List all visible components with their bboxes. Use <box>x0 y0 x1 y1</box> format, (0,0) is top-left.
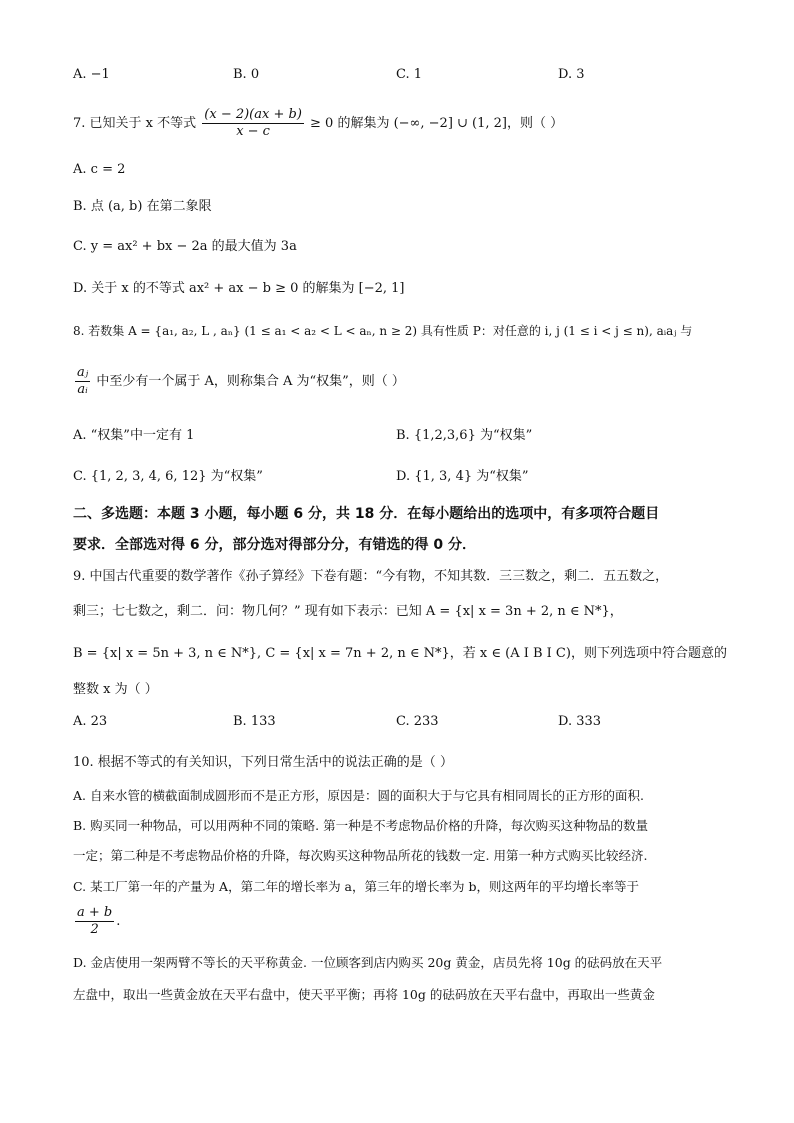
q6-option-c: C. 1 <box>396 67 423 82</box>
q8-line2-text: 中至少有一个属于 A，则称集合 A 为“权集”，则（ ） <box>96 374 405 389</box>
q6-option-b: B. 0 <box>233 67 260 82</box>
q7-option-a: A. c = 2 <box>73 162 126 177</box>
q9-option-c: C. 233 <box>396 714 439 729</box>
q8-fraction-numerator: aⱼ <box>77 365 89 380</box>
section2-heading-line1: 二、多选题：本题 3 小题，每小题 6 分，共 18 分．在每小题给出的选项中，有多项符合题目 <box>73 506 660 522</box>
q7-option-b: B. 点 (a, b) 在第二象限 <box>73 199 212 214</box>
q10-option-b-line2: 一定；第二种是不考虑物品价格的升降，每次购买这种物品所花的钱数一定. 用第一种方式购买比较经济. <box>73 848 648 863</box>
q8-option-b: B. {1,2,3,6} 为“权集” <box>396 428 533 443</box>
q6-option-d: D. 3 <box>558 67 585 82</box>
q9-option-b: B. 133 <box>233 714 276 729</box>
q7-prefix: 7. 已知关于 x 不等式 <box>73 116 197 131</box>
q10-c-fraction <box>75 905 114 938</box>
q10-stem: 10. 根据不等式的有关知识，下列日常生活中的说法正确的是（ ） <box>73 755 453 770</box>
q10-c-period: . <box>116 914 121 929</box>
q9-line1: 9. 中国古代重要的数学著作《孙子算经》下卷有题：“今有物，不知其数．三三数之，剩二．五五数之， <box>73 569 669 584</box>
q10-option-b-line1: B. 购买同一种物品，可以用两种不同的策略. 第一种是不考虑物品价格的升降，每次购买这种物品的数量 <box>73 818 649 833</box>
q10-option-c-line1: C. 某工厂第一年的产量为 A，第二年的增长率为 a，第三年的增长率为 b，则这两年的平均增长率等于 <box>73 879 639 894</box>
q8-fraction <box>75 365 90 398</box>
section2-heading-line2: 要求．全部选对得 6 分，部分选对得部分分，有错选的得 0 分． <box>73 537 476 553</box>
q9-line4: 整数 x 为（ ） <box>73 682 158 697</box>
q8-line1: 8. 若数集 A = {a₁, a₂, L , aₙ} (1 ≤ a₁ < a₂ < L < aₙ, n ≥ 2) 具有性质 P：对任意的 i, j (1 ≤ i < j ≤ n), aᵢaⱼ 与 <box>73 324 693 338</box>
q10-option-d-line2: 左盘中，取出一些黄金放在天平右盘中，使天平平衡；再将 10g 的砝码放在天平右盘中，再取出一些黄金 <box>73 987 655 1002</box>
q9-line3: B = {x| x = 5n + 3, n ∈ N*}, C = {x| x = 7n + 2, n ∈ N*}，若 x ∈ (A I B I C)，则下列选项中符合题意的 <box>73 646 727 661</box>
q7-option-c: C. y = ax² + bx − 2a 的最大值为 3a <box>73 239 297 254</box>
q7-stem <box>73 106 724 142</box>
q10-option-d-line1: D. 金店使用一架两臂不等长的天平称黄金. 一位顾客到店内购买 20g 黄金，店员先将 10g 的砝码放在天平 <box>73 955 663 970</box>
q7-fraction <box>202 107 304 140</box>
q10-option-a: A. 自来水管的横截面制成圆形而不是正方形，原因是：圆的面积大于与它具有相同周长的正方形的面积. <box>73 788 644 803</box>
q7-fraction-numerator: (x − 2)(ax + b) <box>204 107 302 122</box>
q9-line2: 剩三；七七数之，剩二．问：物几何？” 现有如下表示：已知 A = {x| x = 3n + 2, n ∈ N*}， <box>73 604 623 619</box>
q8-line2 <box>73 364 724 400</box>
q9-option-d: D. 333 <box>558 714 602 729</box>
q10-c-fraction-denominator: 2 <box>90 922 99 937</box>
q7-suffix: ≥ 0 的解集为 (−∞, −2] ∪ (1, 2]，则（ ） <box>310 116 564 131</box>
q8-fraction-denominator: aᵢ <box>77 382 88 397</box>
q9-option-a: A. 23 <box>73 714 108 729</box>
q8-option-d: D. {1, 3, 4} 为“权集” <box>396 469 529 484</box>
q7-fraction-denominator: x − c <box>236 124 270 139</box>
q6-option-a: A. −1 <box>73 67 110 82</box>
q8-option-c: C. {1, 2, 3, 4, 6, 12} 为“权集” <box>73 469 263 484</box>
q7-option-d: D. 关于 x 的不等式 ax² + ax − b ≥ 0 的解集为 [−2, 1] <box>73 281 405 296</box>
q10-c-fraction-numerator: a + b <box>77 905 113 920</box>
q10-option-c-line2 <box>73 904 724 940</box>
q8-option-a: A. “权集”中一定有 1 <box>73 428 195 443</box>
